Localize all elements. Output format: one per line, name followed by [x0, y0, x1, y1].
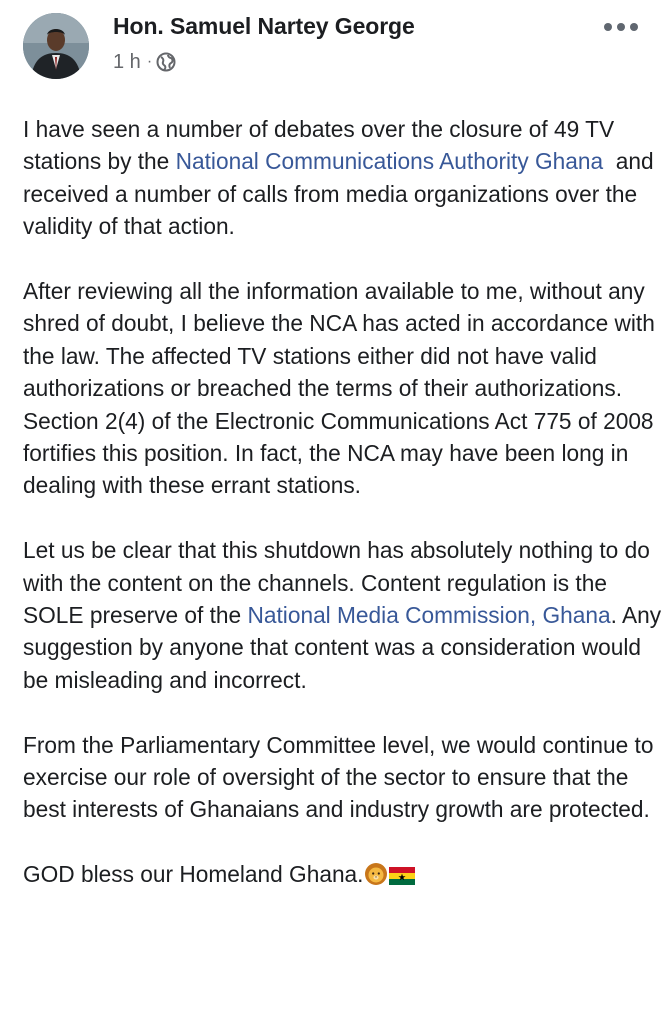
paragraph-4: From the Parliamentary Committee level, we would continue to exercise our role of oversight of the sector to ensure that the best interests of Ghanaians and industry growth are protected. [23, 731, 654, 823]
paragraph-5-text: GOD bless our Homeland Ghana. [23, 861, 364, 888]
link-national-media-commission[interactable]: National Media Commission, Ghana [247, 602, 611, 629]
paragraph-1-text-b: and received a number of calls from media organizations over the validity of that action. [23, 148, 660, 240]
more-dot [604, 23, 612, 31]
paragraph-3 [23, 534, 663, 696]
author-name[interactable]: Hon. Samuel Nartey George [113, 13, 415, 39]
paragraph-3-text-a: Let us be clear that this shutdown has absolutely nothing to do with the content on the channels. Content regulation is the SOLE preserve of the [23, 537, 650, 629]
paragraph-1-text-a: I have seen a number of debates over the closure of 49 TV stations by the [23, 116, 615, 175]
more-horizontal-icon[interactable] [604, 16, 638, 38]
link-national-communications-authority[interactable]: National Communications Authority Ghana [175, 148, 604, 175]
paragraph-2: After reviewing all the information available to me, without any shred of doubt, I believe the NCA has acted in accordance with the law. The affected TV stations either did not have valid authorizations or breached the terms of their authorizations. Section 2(4) of the Electronic Communications Act 775 of 2008 fortifies this position. In fact, the NCA may have been long in dealing with these errant stations. [23, 278, 655, 499]
globe-icon[interactable] [156, 52, 176, 72]
paragraph-3-text-b: . Any suggestion by anyone that content was a consideration would be misleading and incorrect. [23, 602, 662, 693]
paragraph-1 [23, 113, 663, 243]
post-timestamp[interactable]: 1 h [113, 50, 141, 73]
post-meta [113, 49, 176, 75]
more-dot [617, 23, 625, 31]
meta-separator: · [146, 53, 153, 70]
ghana-flag-emoji [389, 862, 415, 894]
paragraph-5 [23, 858, 663, 894]
lion-face-emoji [364, 862, 388, 894]
post-body [23, 113, 663, 895]
more-dot [630, 23, 638, 31]
post-header [0, 0, 672, 100]
avatar[interactable] [23, 13, 89, 79]
